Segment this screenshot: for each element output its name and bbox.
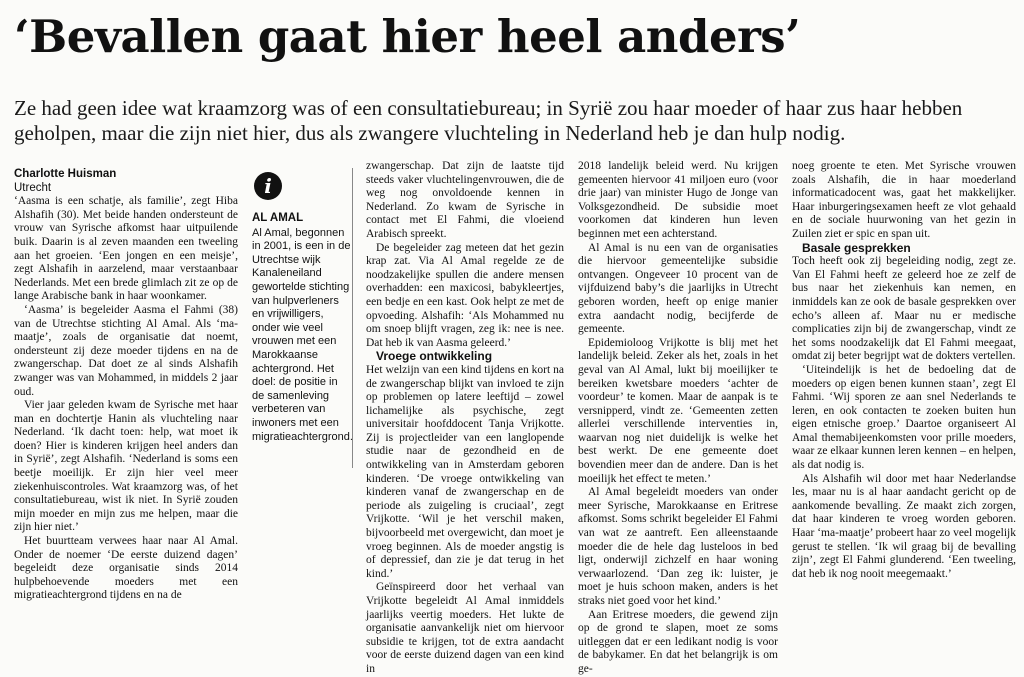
article-column-3 — [578, 160, 778, 675]
intro-lead: Ze had geen idee wat kraamzorg was of een consultatiebureau; in Syrië zou haar moeder of haar zus haar hebben geholpen, maar die zijn niet hier, dus als zwangere vluchteling in Nederland heb je dan hulp nodig. — [14, 96, 963, 145]
paragraph: Vier jaar geleden kwam de Syrische met haar man en dochtertje Hanin als vluchteling naar Nederland. ‘Ik dacht toen: help, wat moet ik doen? Hier is kinderen krijgen heel anders dan in Syrië’, zegt Alshafih. ‘Nederland is soms een beetje moeilijk. Er zijn hier veel meer ziekenhuiscontroles. Wat kraamzorg was, of het consultatiebureau, wist ik niet. In Syrië zouden mijn moeder en mijn zus me helpen, maar die zijn hier niet.’ — [14, 399, 238, 534]
article-column-2 — [366, 160, 564, 675]
paragraph: Geïnspireerd door het verhaal van Vrijkotte begeleidt Al Amal inmiddels jaarlijks veertig moeders. Het lukte de organisatie aanvankelijk niet om hiervoor subsidie te krijgen, tot de extra aandacht voor de eerste duizend dagen van een kind in — [366, 581, 564, 675]
paragraph: Epidemioloog Vrijkotte is blij met het landelijk beleid. Zeker als het, zoals in het geval van Al Amal, lukt bij moeilijker te bereiken kwetsbare moeders ‘achter de voordeur’ te komen. Maar de aanpak is te versnipperd, vindt ze. ‘Gemeenten zetten allerlei verschillende interventies in, waarvan nog niet duidelijk is welke het best werkt. De ene gemeente doet bovendien meer dan de andere. Dan is het moeilijk het effect te meten.’ — [578, 336, 778, 485]
paragraph: Al Amal is nu een van de organisaties die hiervoor gemeentelijke subsidie ontvangen. Ongeveer 10 procent van de vijfduizend baby’s die jaarlijks in Utrecht geboren worden, heeft op enige manier extra aandacht nodig, becijferde de gemeente. — [578, 241, 778, 336]
paragraph: De begeleider zag meteen dat het gezin krap zat. Via Al Amal regelde ze de noodzakelijke spullen die andere mensen overhadden: een maxicosi, babykleertjes, een bedje en een kast. Ook helpt ze met de opvoeding. Alshafih: ‘Als Mohammed nu om snoep blijft vragen, zeg ik: nee is nee. Dat heb ik van Aasma geleerd.’ — [366, 241, 564, 349]
paragraph: Aan Eritrese moeders, die gewend zijn op de grond te slapen, moet ze soms uitleggen dat er een ledikant nodig is voor de babykamer. En dat het belangrijk is om ge- — [578, 608, 778, 675]
paragraph: Het buurtteam verwees haar naar Al Amal. Onder de noemer ‘De eerste duizend dagen’ begeleidt deze organisatie sinds 2014 hulpbehoevende moeders met een migratieachtergrond tijdens en na de — [14, 535, 238, 602]
paragraph: ‘Aasma’ is begeleider Aasma el Fahmi (38) van de Utrechtse stichting Al Amal. Als ‘ma-maatje’, zoals de organisatie dat noemt, ondersteunt zij deze moeder tijdens en na de zwangerschap. Dat doet ze al sinds Alshafih zwanger was van Mohammed, in middels 2 jaar oud. — [14, 303, 238, 398]
paragraph: zwangerschap. Dat zijn de laatste tijd steeds vaker vluchtelingenvrouwen, die de weg nog onvoldoende kennen in Nederland. Zo kwam de Syrische in contact met El Fahmi, die vloeiend Arabisch spreekt. — [366, 160, 564, 240]
headline: ‘Bevallen gaat hier heel anders’ — [14, 10, 801, 63]
article-column-4 — [792, 160, 1016, 660]
byline-location: Utrecht — [14, 181, 52, 194]
paragraph: Al Amal begeleidt moeders van onder meer Syrische, Marokkaanse en Eritrese afkomst. Soms schrikt begeleider El Fahmi van wat ze aantreft. Een alleenstaande moeder die de hele dag lusteloos in bed ligt, onderwijl zichzelf en haar woning verwaarlozend. ‘Dan zeg ik: luister, je moet je huis schoon maken, anders is het straks niet goed voor het kind.’ — [578, 486, 778, 607]
paragraph: ‘Aasma is een schatje, als familie’, zegt Hiba Alshafih (30). Met beide handen ondersteunt de vrouw van Syrische afkomst haar uitpuilende buik. Daarin is al zeven maanden een tweeling aan het groeien. ‘Een jongen en een meisje’, zegt Alshafih in aarzelend, maar verstaanbaar Nederlands. Met een brede glimlach zit ze op de lange Arabische bank in haar woonkamer. — [14, 195, 238, 303]
byline-author: Charlotte Huisman — [14, 168, 117, 180]
paragraph: ‘Uiteindelijk is het de bedoeling dat de moeders op eigen benen kunnen staan’, zegt El Fahmi. ‘Wij sporen ze aan snel Nederlands te leren, en ook contacten te zoeken buiten hun eigen etnische groep.’ Daartoe organiseert Al Amal themabijeenkomsten voor prille moeders, waar ze elkaar kunnen leren kennen – en helpen, als dat nodig is. — [792, 363, 1016, 472]
paragraph: noeg groente te eten. Met Syrische vrouwen zoals Alshafih, die in haar moederland informaticadocent was, gaat het makkelijker. Haar inburgeringsexamen heeft ze vlot gehaald en de sociale huurwoning van het gezin in Zuilen ziet er spic en span uit. — [792, 160, 1016, 240]
info-icon: i — [254, 172, 282, 200]
subheading: Vroege ontwikkeling — [376, 349, 493, 364]
paragraph: Toch heeft ook zij begeleiding nodig, zegt ze. Van El Fahmi heeft ze geleerd hoe ze zelf de bus naar het ziekenhuis kan nemen, en inmiddels kan ze ook de basale gesprekken over echo’s alleen af. Maar nu er medische complicaties zijn bij de zwangerschap, vindt ze het soms noodzakelijk dat El Fahmi meegaat, omdat zij beter begrijpt wat de dokters vertellen. — [792, 255, 1016, 363]
article-column-1 — [14, 168, 238, 668]
paragraph: Als Alshafih wil door met haar Nederlandse les, maar nu is al haar aandacht gericht op de aankomende bevalling. Ze maakt zich zorgen, dat haar kinderen te vroeg worden geboren. Haar ‘ma-maatje’ probeert haar zo veel mogelijk gerust te stellen. ‘Ik wil graag bij de bevalling zijn’, zegt El Fahmi glunderend. ‘Een tweeling, dat heb ik nog nooit meegemaakt.’ — [792, 472, 1016, 580]
info-box — [252, 168, 353, 468]
paragraph: 2018 landelijk beleid werd. Nu krijgen gemeenten hiervoor 41 miljoen euro (voor drie jaar) van minister Hugo de Jonge van Volksgezondheid. De subsidie moet voorkomen dat kinderen hun leven beginnen met een achterstand. — [578, 160, 778, 240]
subheading: Basale gesprekken — [802, 240, 911, 255]
info-box-title: AL AMAL — [252, 212, 304, 224]
info-box-text: Al Amal, begonnen in 2001, is een in de Utrechtse wijk Kanaleneiland gewortelde stichting van hulpverleners en vrijwilligers, onder wie veel vrouwen met een Marokkaanse achtergrond. Het doel: de positie in de samenleving verbeteren van inwoners met een migratieachtergrond. — [252, 226, 353, 443]
paragraph: Het welzijn van een kind tijdens en kort na de zwangerschap blijkt van invloed te zijn op problemen op latere leeftijd – zowel lichamelijke als psychische, zegt universitair hoofddocent Tanja Vrijkotte. Zij is projectleider van een langlopende studie naar de gezondheid en de ontwikkeling van in Amsterdam geboren kinderen. ‘De vroege ontwikkeling van kinderen vanaf de zwangerschap en de periode als zuigeling is cruciaal’, zegt Vrijkotte. ‘Wil je het verschil maken, bijvoorbeeld met overgewicht, dan moet je vroeg beginnen. Als de moeder angstig is of depressief, dan zie je dat terug in het kind.’ — [366, 363, 564, 580]
